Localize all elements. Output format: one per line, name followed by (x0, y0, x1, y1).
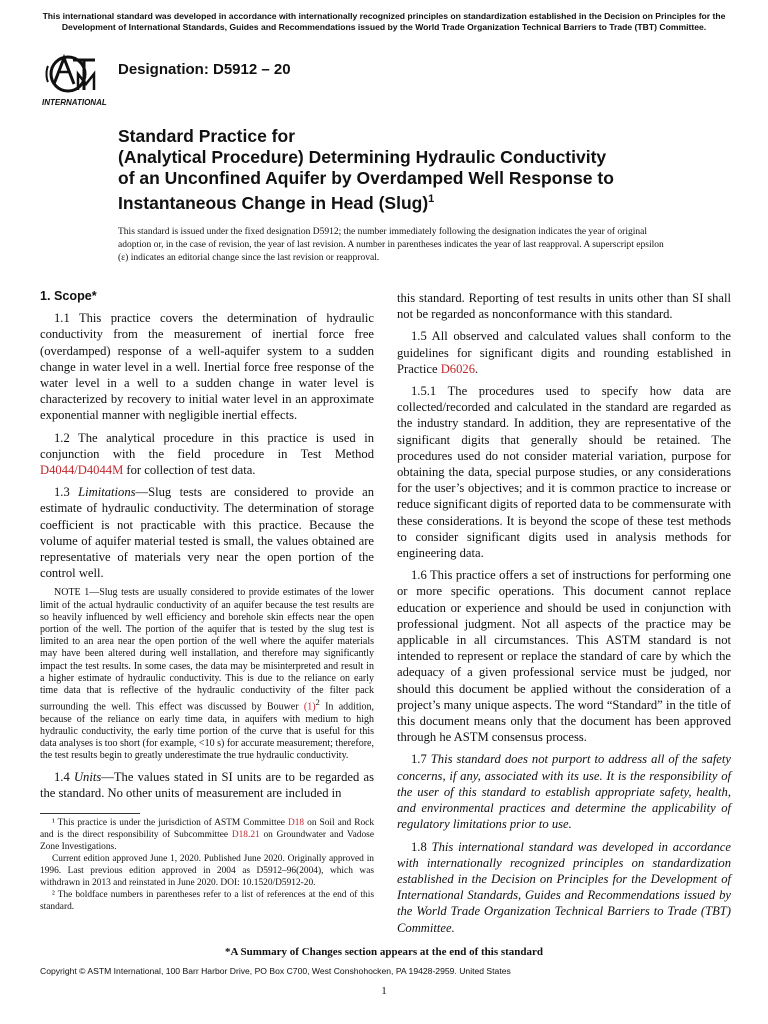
tbt-notice: This international standard was developed in accordance with internationally recognized principles on standardization established in the Decision on Principles for the Development of International Standards, Guides and Recommendations issued by the World Trade Organization Technical Barriers to Trade (TBT) Committee. (42, 11, 726, 32)
paragraph-1-8: 1.8 This international standard was developed in accordance with internationally recognized principles on standardization established in the Decision on Principles for the Development of International Standards, Guides and Recommendations issued by the World Trade Organization Technical Barriers to Trade (TBT) Committee. (397, 839, 731, 935)
title-line-2: (Analytical Procedure) Determining Hydraulic Conductivity (118, 147, 607, 167)
footnotes (40, 817, 374, 913)
ref-link-1[interactable]: (1) (303, 701, 316, 713)
designation: Designation: D5912 – 20 (118, 61, 291, 78)
left-column (40, 288, 374, 807)
copyright: Copyright © ASTM International, 100 Barr Harbor Drive, PO Box C700, West Conshohocken, PA 19428-2959. United States (40, 966, 511, 976)
page-number: 1 (381, 985, 387, 997)
paragraph-1-4-continued: this standard. Reporting of test results in units other than SI shall not be regarded as nonconformance with this standard. (397, 291, 731, 322)
paragraph-1-1: 1.1 This practice covers the determination of hydraulic conductivity from the measurement of inertial force free (overdamped) response of a well-aquifer system to a sudden change in water level in a well. Inertial force free response of the water level in a well to a sudden change in water level is characterized by recovery to initial water level in an approximate exponential manner with negligible inertial effects. (40, 311, 374, 423)
footnote-2: ² The boldface numbers in parentheses refer to a list of references at the end of this standard. (40, 890, 374, 912)
title-line-3: of an Unconfined Aquifer by Overdamped Well Response to (118, 168, 614, 188)
paragraph-1-5-1: 1.5.1 The procedures used to specify how data are collected/recorded and calculated in the standard are regarded as the industry standard. In addition, they are representative of the significant digits that generally should be retained. The procedures used do not consider material variation, purpose for obtaining the data, special purpose studies, or any considerations for the user’s objectives; and it is common practice to increase or reduce significant digits of reported data to be commensurate with these considerations. It is beyond the scope of these test methods to consider significant digits used in analysis methods for engineering data. (397, 384, 731, 561)
title-line-4: Instantaneous Change in Head (Slug)$^1$ (118, 192, 435, 213)
footnote-1: ¹ This practice is under the jurisdiction of ASTM Committee D18 on Soil and Rock and is the direct responsibility of Subcommittee D18.21 on Groundwater and Vadose Zone Investigations. (40, 818, 375, 852)
summary-of-changes-note: *A Summary of Changes section appears at the end of this standard (224, 946, 544, 958)
footnote-rule (40, 813, 140, 814)
paragraph-1-4: 1.4 Units—The values stated in SI units are to be regarded as the standard. No other units of measurement are included in (40, 769, 374, 800)
title-footnote-mark: 1 (428, 193, 435, 205)
ref-link-d4044[interactable]: D4044/D4044M (40, 463, 124, 478)
note-1: NOTE 1—Slug tests are usually considered to provide estimates of the lower limit of the actual hydraulic conductivity of an aquifer because the test results are so heavily influenced by well efficiency and borehole skin effects near the open portion of the well. The portion of the aquifer that is tested by the slug test is limited to an area near the open portion of the well where the aquifer materials may have been altered during well installation, and therefore may significantly impact the test results. In some cases, the data may be misinterpreted and result in a higher estimate of hydraulic conductivity. This is due to the reliance on early time data that is reflective of the hydraulic conductivity of the filter pack surrounding the well. This effect was discussed by Bouwer $(1)^2$ In addition, because of the reliance on early time data, in aquifers with medium to high hydraulic conductivity, the early time portion of the curve that is useful for this data analyses is too short (for example, <10 s) for accurate measurement; therefore, the test results begin to greatly underestimate the true hydraulic conductivity. (40, 587, 375, 762)
right-column (397, 290, 731, 942)
paragraph-1-2: 1.2 The analytical procedure in this practice is used in conjunction with the field procedure in Test Method D4044/D4044M for collection of test data. (40, 430, 374, 478)
title-line-1: Standard Practice for (118, 126, 295, 146)
paragraph-1-3: 1.3 Limitations—Slug tests are considered to provide an estimate of hydraulic conductivity. The determination of storage coefficient is not practicable with this practice. Because the volume of aquifer material tested is small, the values obtained are representative of materials very near the open portion of the control well. (40, 485, 375, 581)
paragraph-1-5: 1.5 All observed and calculated values shall conform to the guidelines for significant digits and rounding established in Practice D6026. (397, 329, 731, 376)
ref-link-d6026[interactable]: D6026 (440, 361, 475, 376)
astm-logo (40, 50, 110, 108)
paragraph-1-7: 1.7 This standard does not purport to address all of the safety concerns, if any, associated with its use. It is the responsibility of the user of this standard to establish appropriate safety, health, and environmental practices and determine the applicability of regulatory limitations prior to use. (397, 752, 731, 832)
scope-heading: 1. Scope* (40, 289, 97, 303)
logo-text: INTERNATIONAL (42, 98, 107, 107)
issue-note: This standard is issued under the fixed designation D5912; the number immediately following the designation indicates the year of original adoption or, in the case of revision, the year of last revision. A number in parentheses indicates the year of last reapproval. A superscript epsilon (ε) indicates an editorial change since the last revision or reapproval. (118, 227, 664, 263)
paragraph-1-6: 1.6 This practice offers a set of instructions for performing one or more specific operations. This document cannot replace education or experience and should be used in conjunction with professional judgment. Not all aspects of the practice may be applicable in all circumstances. This ASTM standard is not intended to represent or replace the standard of care by which the adequacy of a given professional service must be judged, nor should this document be applied without the consideration of a project’s many unique aspects. The word “Standard” in the title of this document means only that the document has been approved through he ASTM consensus process. (397, 568, 731, 745)
ref-link-d18[interactable]: D18 (287, 818, 305, 828)
ref-link-d18-21[interactable]: D18.21 (231, 830, 260, 840)
astm-logo-icon (40, 50, 110, 108)
document-title (118, 126, 718, 214)
footnote-edition: Current edition approved June 1, 2020. Published June 2020. Originally approved in 1996. Last previous edition approved in 2004 as D5912–96(2004), which was withdrawn in 2013 and reinstated in June 2020. DOI: 10.1520/D5912-20. (40, 854, 374, 888)
